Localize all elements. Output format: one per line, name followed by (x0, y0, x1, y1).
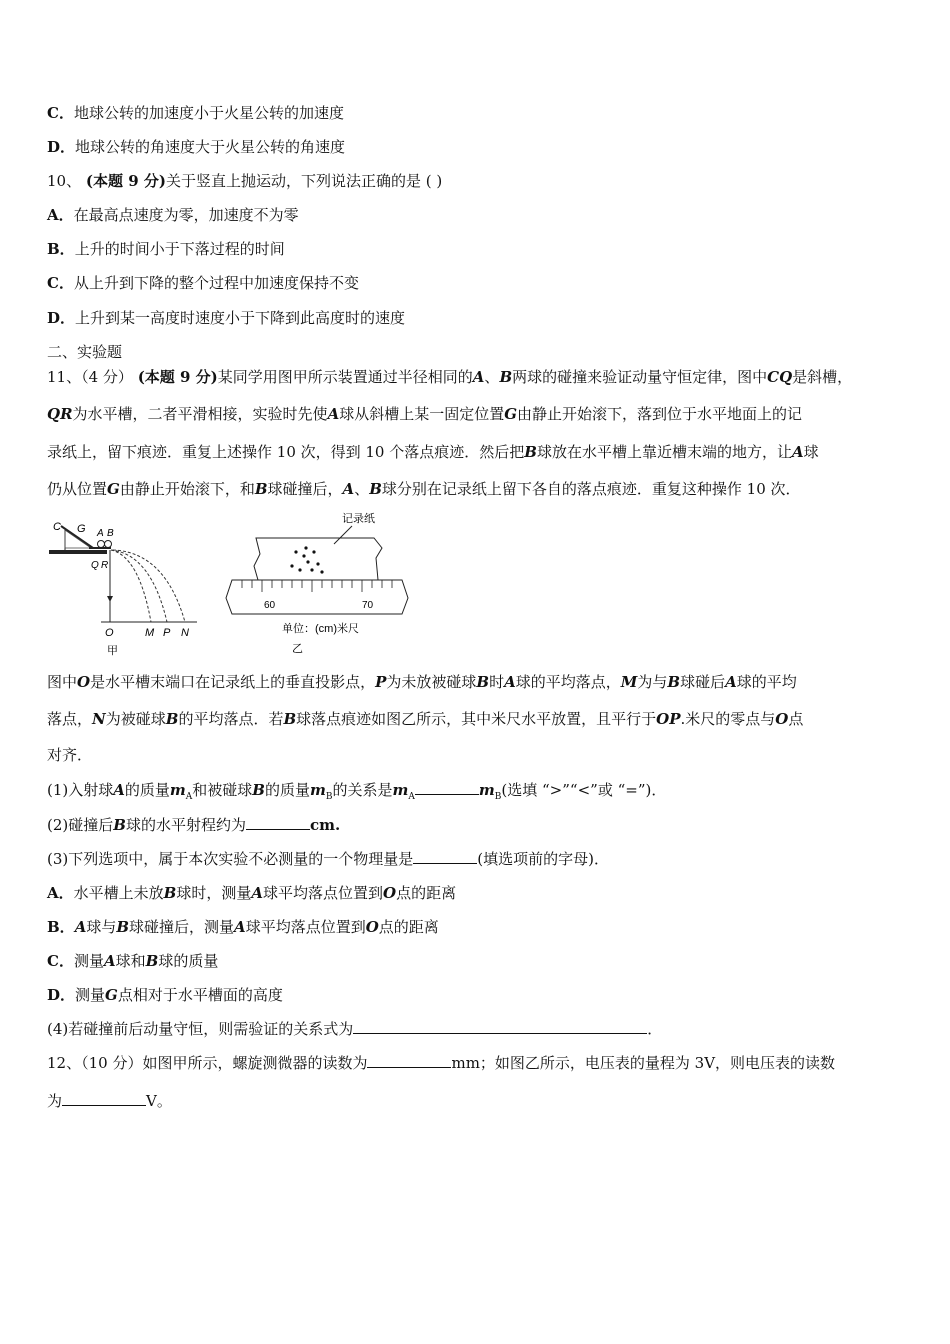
q11-sub-3: (3)下列选项中，属于本次实验不必测量的一个物理量是 (填选项前的字母)． (47, 850, 609, 868)
answer-blank-3[interactable] (413, 849, 477, 864)
label-m: M (145, 627, 155, 639)
q11-sub-2: (2)碰撞后B球的水平射程约为 cm. (47, 816, 341, 834)
q10-option-d: D．上升到某一高度时速度小于下降到此高度时的速度 (47, 309, 406, 327)
q9-option-c: C．地球公转的加速度小于火星公转的加速度 (47, 104, 344, 122)
label-b: B (107, 528, 114, 539)
trajectory-m (111, 550, 151, 622)
landing-dots (290, 546, 323, 573)
paper-label: 记录纸 (342, 513, 375, 525)
q11-sub-4: (4)若碰撞前后动量守恒，则需验证的关系式为 ． (47, 1020, 663, 1038)
answer-blank-1[interactable] (415, 780, 479, 795)
record-paper (254, 538, 382, 580)
caption-yi: 乙 (292, 643, 303, 655)
paper-pointer (334, 526, 352, 544)
answer-blank-2[interactable] (246, 815, 310, 830)
q10-option-c: C．从上升到下降的整个过程中加速度保持不变 (47, 274, 359, 292)
label-q: Q (91, 560, 99, 571)
q10-option-a: A．在最高点速度为零，加速度不为零 (47, 206, 299, 224)
label-c: C (53, 521, 61, 533)
trajectory-p (111, 550, 167, 622)
label-g: G (77, 523, 86, 535)
label-n: N (181, 627, 189, 639)
ruler-60: 60 (264, 600, 276, 611)
q11-option-c: C．测量A球和B球的质量 (47, 952, 219, 970)
q11-option-a: A．水平槽上未放B球时，测量A球平均落点位置到O点的距离 (47, 884, 457, 902)
ball-a (98, 541, 105, 548)
q12-line-1: 12、（10 分）如图甲所示，螺旋测微器的读数为 mm；如图乙所示，电压表的量程为 3V，则电压表的读数 (47, 1054, 836, 1072)
ball-b (105, 541, 112, 548)
section-title: 二、实验题 (47, 343, 123, 361)
answer-blank-4[interactable] (353, 1019, 647, 1034)
ruler-70: 70 (362, 600, 374, 611)
q11-line-4: 仍从位置G由静止开始滚下，和B球碰撞后，A、B球分别在记录纸上留下各自的落点痕迹．重复这种操作 10 次． (47, 480, 801, 498)
label-a: A (97, 528, 104, 539)
label-r: R (101, 560, 109, 571)
answer-blank-5[interactable] (367, 1053, 451, 1068)
q10-option-b: B．上升的时间小于下落过程的时间 (47, 240, 285, 258)
q11-desc-1: 图中O是水平槽末端口在记录纸上的垂直投影点，P为未放被碰球B时A球的平均落点，M为与B球碰后A球的平均 (47, 673, 797, 691)
q9-option-d: D．地球公转的角速度大于火星公转的角速度 (47, 138, 346, 156)
ruler-body (226, 580, 408, 614)
q11-desc-3: 对齐． (47, 746, 93, 764)
q11-sub-1: (1)入射球A的质量$m_A$和被碰球B的质量$m_B$的关系是$m_A$ $m_B$(选填 “>”“<”或 “=”)． (47, 781, 667, 802)
label-o: O (105, 627, 114, 639)
label-p: P (163, 627, 171, 639)
q11-line-2: QR为水平槽，二者平滑相接，实验时先使A球从斜槽上某一固定位置G由静止开始滚下，落到位于水平地面上的记 (47, 405, 803, 423)
q12-line-2: 为 V。 (47, 1092, 172, 1110)
q10-stem: 10、 (本题 9 分)关于竖直上抛运动，下列说法正确的是 ( ) (47, 172, 443, 190)
table-top (49, 550, 107, 554)
ruler-ticks (242, 580, 392, 592)
q11-option-b: B．A球与B球碰撞后，测量A球平均落点位置到O点的距离 (47, 918, 439, 936)
plumb-arrow (107, 596, 113, 602)
figure-jia (47, 518, 207, 658)
caption-jia: 甲 (107, 645, 118, 657)
q11-desc-2: 落点，N为被碰球B的平均落点．若B球落点痕迹如图乙所示，其中米尺水平放置，且平行于OP.米尺的零点与O点 (47, 710, 804, 728)
q11-option-d: D．测量G点相对于水平槽面的高度 (47, 986, 283, 1004)
answer-blank-6[interactable] (62, 1091, 146, 1106)
q11-line-1: 11、（4 分） (本题 9 分)某同学用图甲所示装置通过半径相同的A、B两球的碰撞来验证动量守恒定律，图中CQ是斜槽， (47, 368, 853, 386)
q11-line-3: 录纸上，留下痕迹．重复上述操作 10 次，得到 10 个落点痕迹．然后把B球放在水平槽上靠近槽末端的地方，让A球 (47, 443, 819, 461)
ruler-unit: 单位：(cm)米尺 (282, 623, 359, 635)
figure-yi (222, 508, 412, 658)
